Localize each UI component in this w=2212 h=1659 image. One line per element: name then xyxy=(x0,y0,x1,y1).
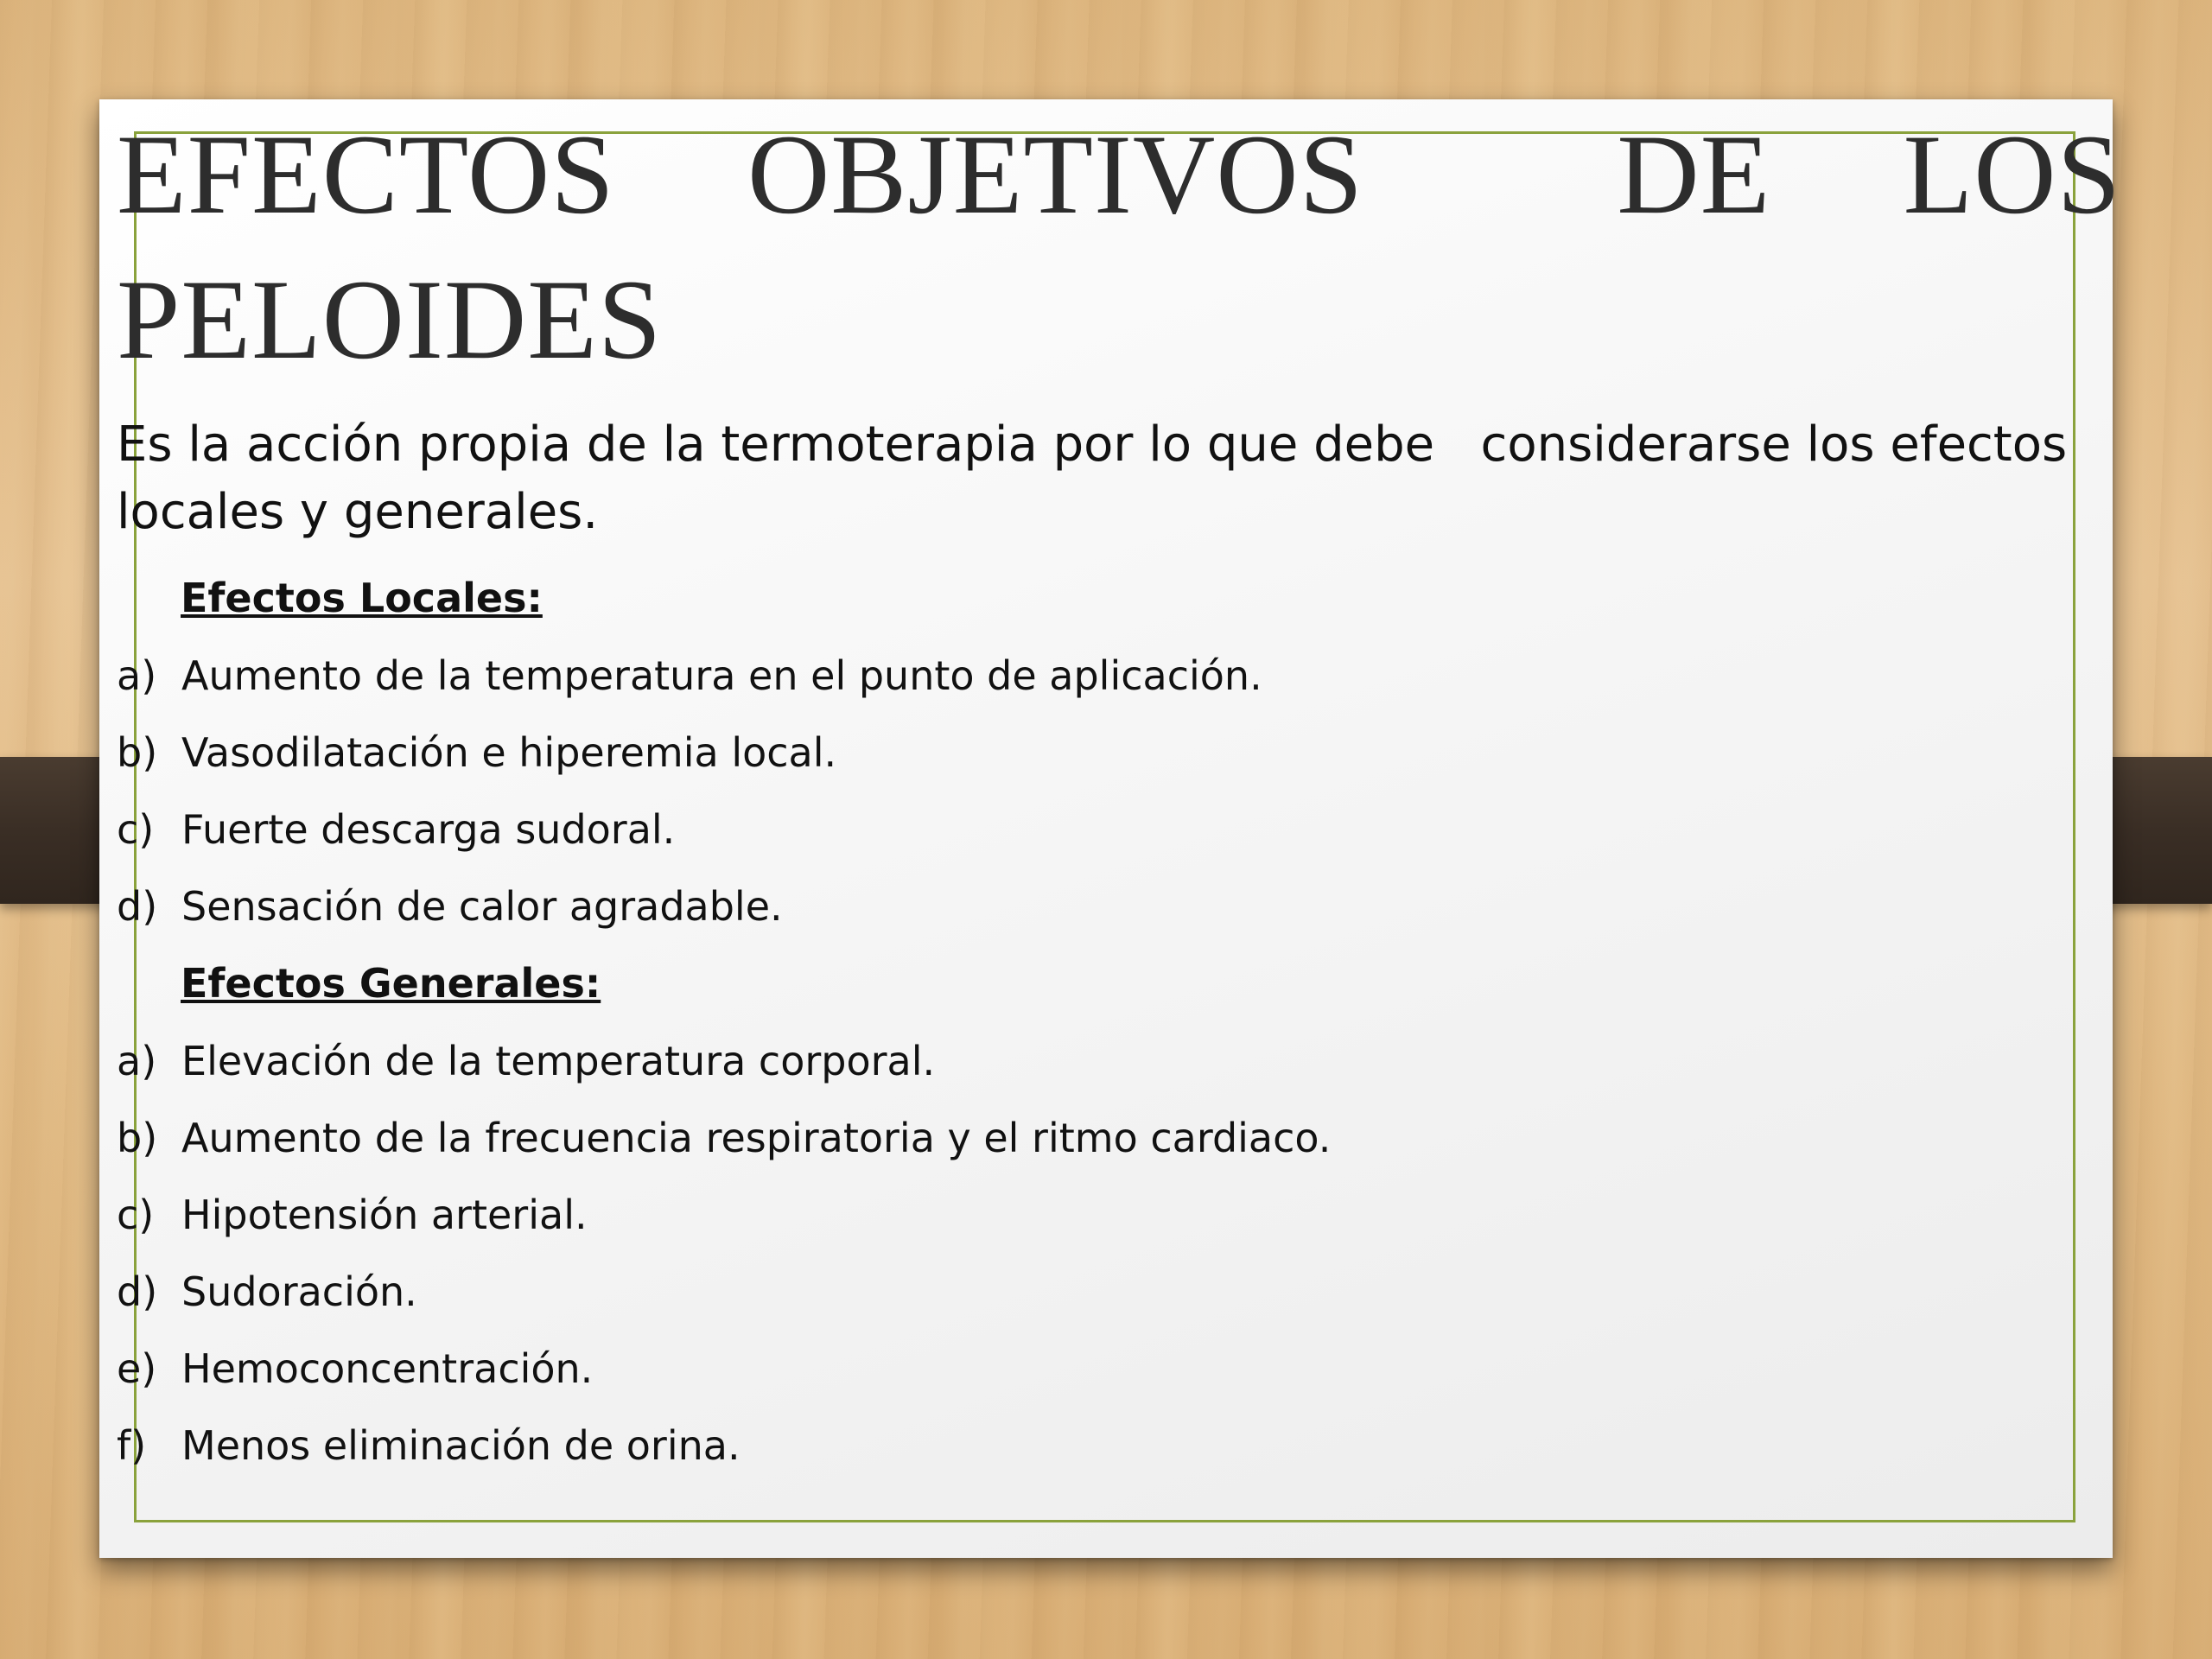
list-item xyxy=(117,1420,2121,1471)
list-marker: c) xyxy=(117,1192,155,1238)
list-item xyxy=(117,880,2121,932)
list-marker: e) xyxy=(117,1345,157,1392)
local-effects-list xyxy=(117,650,2121,932)
general-effects-heading: Efectos Generales: xyxy=(181,960,601,1007)
list-item xyxy=(117,1266,2121,1318)
list-item-text: Aumento de la temperatura en el punto de aplicación. xyxy=(181,652,1262,699)
title-line-1 xyxy=(117,102,2121,247)
list-marker: d) xyxy=(117,883,158,930)
list-item-text: Elevación de la temperatura corporal. xyxy=(181,1038,936,1084)
list-item xyxy=(117,1112,2121,1164)
list-marker: f) xyxy=(117,1422,147,1469)
list-marker: a) xyxy=(117,1038,157,1084)
list-item-text: Vasodilatación e hiperemia local. xyxy=(181,729,837,776)
slide-content xyxy=(117,102,2121,1497)
list-item xyxy=(117,727,2121,779)
intro-line-2: locales y generales. xyxy=(117,484,599,540)
list-marker: b) xyxy=(117,729,158,776)
list-item-text: Hemoconcentración. xyxy=(181,1345,594,1392)
list-marker: c) xyxy=(117,806,155,853)
list-item xyxy=(117,1343,2121,1395)
list-item-text: Sudoración. xyxy=(181,1268,417,1315)
list-item-text: Hipotensión arterial. xyxy=(181,1192,588,1238)
slide-title xyxy=(117,102,2121,392)
list-marker: b) xyxy=(117,1115,158,1161)
local-effects-heading: Efectos Locales: xyxy=(181,575,543,621)
list-marker: a) xyxy=(117,652,157,699)
title-line-2: PELOIDES xyxy=(117,256,663,383)
intro-paragraph xyxy=(117,411,2121,546)
list-item xyxy=(117,650,2121,702)
title-word: LOS xyxy=(1903,111,2121,238)
list-item-text: Aumento de la frecuencia respiratoria y el ritmo cardiaco. xyxy=(181,1115,1332,1161)
list-item xyxy=(117,1035,2121,1087)
general-effects-list xyxy=(117,1035,2121,1471)
list-item xyxy=(117,804,2121,855)
title-word: OBJETIVOS xyxy=(747,111,1364,238)
list-item-text: Fuerte descarga sudoral. xyxy=(181,806,676,853)
list-item-text: Menos eliminación de orina. xyxy=(181,1422,741,1469)
intro-line-1: Es la acción propia de la termoterapia por lo que debe considerarse los efectos xyxy=(117,416,2068,473)
title-word: EFECTOS xyxy=(117,111,615,238)
list-item xyxy=(117,1189,2121,1241)
title-word: DE xyxy=(1617,111,1771,238)
list-item-text: Sensación de calor agradable. xyxy=(181,883,783,930)
list-marker: d) xyxy=(117,1268,158,1315)
